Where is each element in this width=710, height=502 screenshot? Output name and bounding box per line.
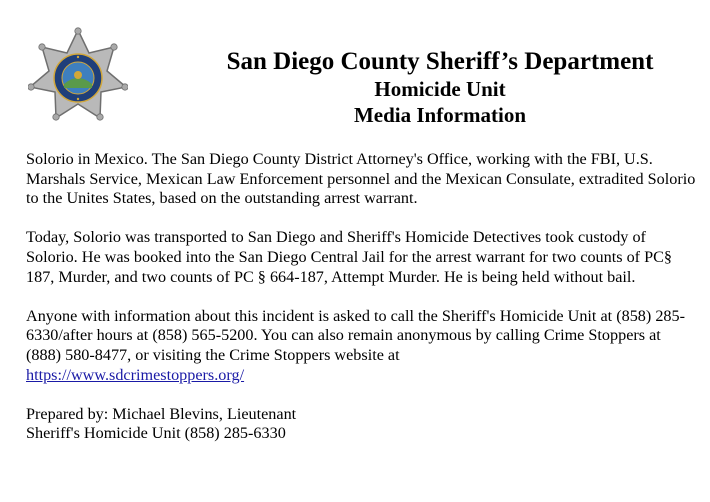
unit-title: Homicide Unit — [374, 77, 506, 101]
document-subtitle: Media Information — [353, 103, 527, 127]
sheriff-badge-icon — [28, 26, 128, 126]
document-header — [170, 48, 710, 128]
prepared-by: Prepared by: Michael Blevins, Lieutenant — [26, 404, 297, 423]
paragraph-extradition: Solorio in Mexico. The San Diego County District Attorney's Office, working with the FBI, U.S. Marshals Service, Mexican Law Enforcement personnel and the Mexican Consulate, extradited Solorio to the Unites States, based on the outstanding arrest warrant. — [26, 150, 696, 208]
sheriff-star-badge-icon — [28, 26, 128, 126]
department-title: San Diego County Sheriff’s Department — [226, 48, 654, 75]
crime-stoppers-link[interactable]: https://www.sdcrimestoppers.org/ — [26, 365, 245, 384]
unit-phone: Sheriff's Homicide Unit (858) 285-6330 — [26, 424, 286, 443]
signature-block — [26, 405, 696, 444]
paragraph-contact — [26, 307, 696, 385]
contact-text: Anyone with information about this incident is asked to call the Sheriff's Homicide Unit at (858) 285-6330/after hours at (858) 565-5200. You can also remain anonymous by calling Crime Stoppers at (888) 580-8477, or visiting the Crime Stoppers website at — [26, 306, 685, 364]
paragraph-custody: Today, Solorio was transported to San Diego and Sheriff's Homicide Detectives took custody of Solorio. He was booked into the San Diego Central Jail for the arrest warrant for two counts of PC§ 187, Murder, and two counts of PC § 664-187, Attempt Murder. He is being held without bail. — [26, 228, 673, 286]
document-body — [26, 150, 696, 464]
